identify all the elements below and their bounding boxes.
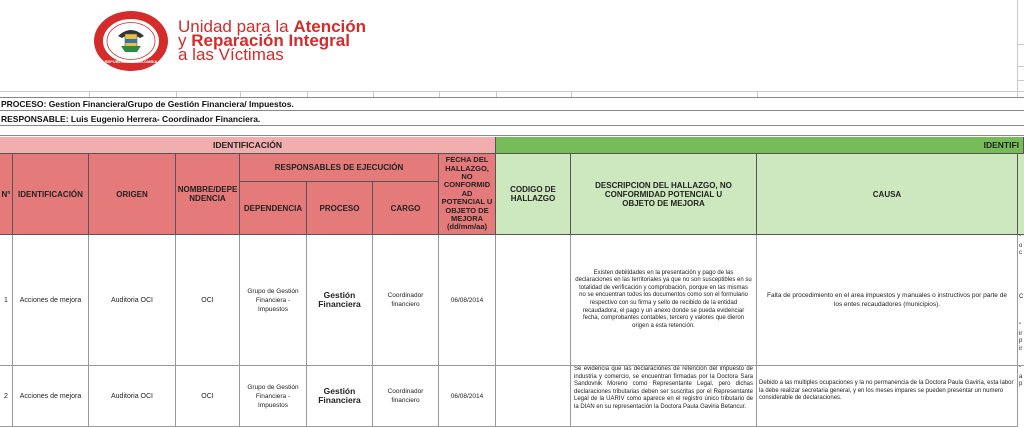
gridline bbox=[496, 91, 497, 97]
row2-edge-column: " a p bbox=[1019, 366, 1023, 387]
row2-num: 2 bbox=[0, 366, 13, 427]
col-identificacion: IDENTIFICACIÓN bbox=[13, 154, 89, 235]
col-descripcion: DESCRIPCION DEL HALLAZGO, NO CONFORMIDAD POTENCIAL U OBJETO DE MEJORA bbox=[571, 154, 757, 235]
col-dependencia: DEPENDENCIA bbox=[240, 182, 307, 235]
col-next bbox=[1018, 154, 1024, 235]
col-causa: CAUSA bbox=[757, 154, 1018, 235]
gridline bbox=[176, 91, 177, 97]
gridline bbox=[439, 91, 440, 97]
gridline bbox=[89, 91, 90, 97]
gridline bbox=[0, 91, 1024, 92]
gridline bbox=[1017, 80, 1024, 81]
col-codigo: CODIGO DE HALLAZGO bbox=[496, 154, 571, 235]
row2-origen: Auditoria OCI bbox=[89, 366, 176, 427]
responsable-row: RESPONSABLE: Luis Eugenio Herrera- Coordinador Financiera. bbox=[0, 112, 1024, 126]
row2-proceso: Gestión Financiera bbox=[307, 366, 373, 427]
row1-dependencia: Grupo de Gestión Financiera - Impuestos bbox=[240, 235, 307, 366]
col-num: N° bbox=[0, 154, 13, 235]
col-proceso: PROCESO bbox=[307, 182, 373, 235]
row1-codigo bbox=[496, 235, 571, 366]
logo-area bbox=[0, 0, 1024, 90]
row2-causa: Debido a las multiples ocupaciones y la no permanencia de la Doctora Paula Gaviria, esta labor la debe realizar secretaria general, y en los meses impares se pueden presentar un numero considerable de declaraciones. bbox=[757, 366, 1018, 427]
row1-nombre: OCI bbox=[176, 235, 240, 366]
col-nombre-dependencia: NOMBRE/DEPE NDENCIA bbox=[176, 154, 240, 235]
row1-identificacion: Acciones de mejora bbox=[13, 235, 89, 366]
agency-name: Unidad para la Atención y Reparación Integral a las Víctimas bbox=[178, 17, 367, 64]
row2-nombre: OCI bbox=[176, 366, 240, 427]
gridline bbox=[1017, 66, 1024, 67]
row1-origen: Auditoria OCI bbox=[89, 235, 176, 366]
col-fecha: FECHA DEL HALLAZGO, NO CONFORMID AD POTENCIAL U OBJETO DE MEJORA (dd/mm/aa) bbox=[439, 154, 496, 235]
row1-descripcion: Existen debilidades en la presentación y pago de las declaraciones en las territoriales ya que no son susceptibles en su totalidad de verificación y comprobación, porque en las mismas no se encuentran todos los documentos como son el formulario respectivo con su firma y sello de recibido de la entidad recaudadora, el pago y un anexo donde se pueda evidenciar fecha, comprobantes contables, tercero y valores que dieron origen a esta retención. bbox=[571, 235, 757, 366]
row1-edge-column: " o c C " ir p ir bbox=[1018, 235, 1024, 366]
row1-fecha: 06/08/2014 bbox=[439, 235, 496, 366]
row2-fecha: 06/08/2014 bbox=[439, 366, 496, 427]
identifi-band: IDENTIFI bbox=[496, 137, 1024, 154]
row2-identificacion: Acciones de mejora bbox=[13, 366, 89, 427]
gridline bbox=[757, 91, 758, 97]
row1-causa: Falta de procedimiento en el area impuestos y manuales o instructivos por parte de los entes recaudadores (municipios). bbox=[757, 235, 1018, 366]
gridline bbox=[373, 91, 374, 97]
col-cargo: CARGO bbox=[373, 182, 439, 235]
col-origen: ORIGEN bbox=[89, 154, 176, 235]
gridline bbox=[240, 91, 241, 97]
gridline bbox=[571, 91, 572, 97]
col-responsables: RESPONSABLES DE EJECUCIÓN bbox=[240, 154, 439, 182]
identificacion-band: IDENTIFICACIÓN bbox=[0, 137, 496, 154]
gridline bbox=[1017, 44, 1024, 45]
row2-descripcion: Se evidencia que las declaraciones de retención del impuesto de industria y comercio, se encuentran firmadas por la Doctora Sara Sandovnik Moreno como Representante Legal, pero dichas declaraciones tributarias deben ser suscritas por el Representante Legal de la UARIV como aparece en el registro único tributario de la DIAN en su representación la Doctora Paula Gaviria Betancur. bbox=[571, 366, 757, 427]
gridline bbox=[307, 91, 308, 97]
row1-num: 1 bbox=[0, 235, 13, 366]
row1-proceso: Gestión Financiera bbox=[307, 235, 373, 366]
row2-codigo bbox=[496, 366, 571, 427]
row1-cargo: Coordinador financiero bbox=[373, 235, 439, 366]
proceso-row: PROCESO: Gestion Financiera/Grupo de Gestión Financiera/ Impuestos. bbox=[0, 98, 1024, 111]
row2-dependencia: Grupo de Gestión Financiera - Impuestos bbox=[240, 366, 307, 427]
row2-cargo: Coordinador financiero bbox=[373, 366, 439, 427]
seal-caption: REPÚBLICA DE COLOMBIA bbox=[104, 59, 158, 64]
blank-row bbox=[0, 127, 1024, 136]
gridline bbox=[1017, 0, 1018, 97]
